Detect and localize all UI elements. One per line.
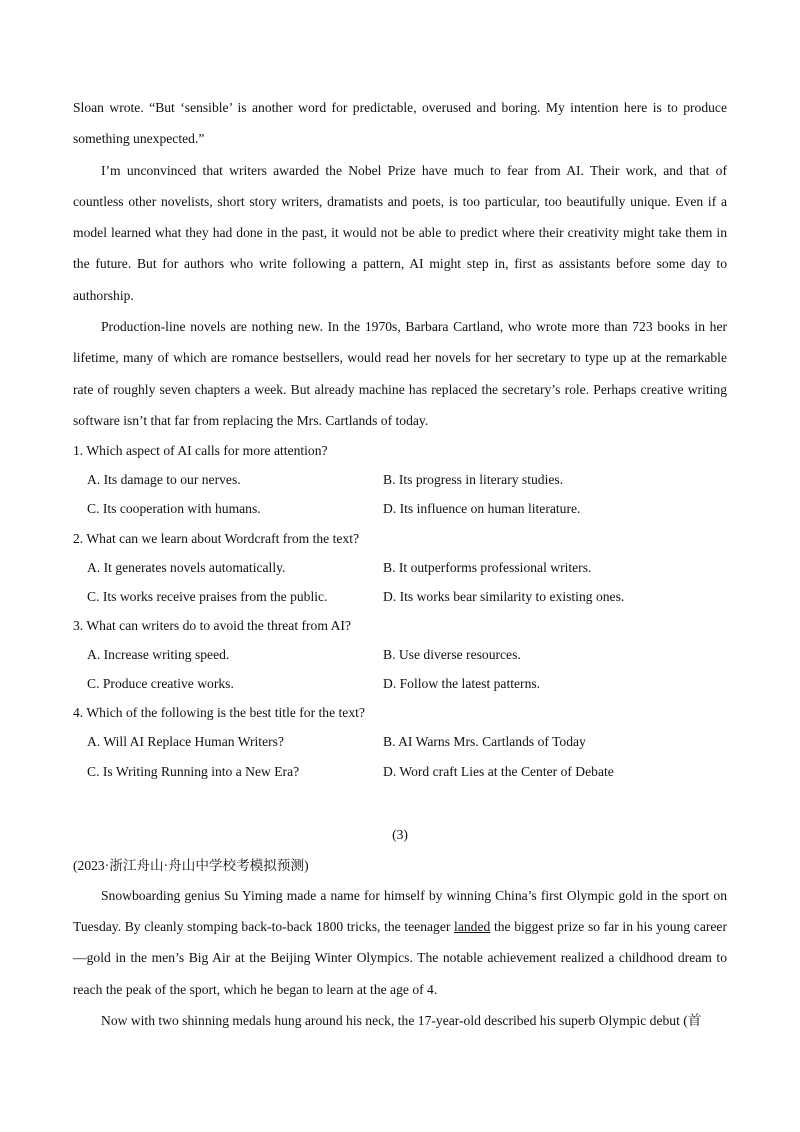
question-stem: 3. What can writers do to avoid the threat from AI? xyxy=(73,618,351,634)
question-3 xyxy=(73,611,727,698)
question-1 xyxy=(73,436,727,523)
passage3-paragraph-1 xyxy=(73,880,727,1005)
option-c: C. Its works receive praises from the public. xyxy=(87,588,328,604)
question-4 xyxy=(73,698,727,785)
option-b: B. Use diverse resources. xyxy=(383,647,521,663)
passage-paragraph-2: I’m unconvinced that writers awarded the Nobel Prize have much to fear from AI. Their work, and that of countless other novelists, short story writers, dramatists and poets, is too particular, too beautifully unique. Even if a model learned what they had done in the past, it would not be able to predict where their creativity might take them in the future. But for authors who write following a pattern, AI might step in, first as assistants before some day to authorship. xyxy=(73,162,727,303)
option-b: B. AI Warns Mrs. Cartlands of Today xyxy=(383,734,586,750)
option-d: D. Follow the latest patterns. xyxy=(383,676,541,692)
option-d: D. Word craft Lies at the Center of Debate xyxy=(383,763,614,779)
passage3-paragraph-2: Now with two shinning medals hung around his neck, the 17-year-old described his superb Olympic debut (首 xyxy=(101,1012,702,1028)
option-a: A. Its damage to our nerves. xyxy=(87,472,241,488)
question-stem: 4. Which of the following is the best title for the text? xyxy=(73,705,365,721)
text-run: the biggest prize so far in his young career—gold in the men’s Big Air at the Beijing Winter Olympics. The notable achievement realized a childhood dream to reach the peak of the sport, which he began to learn at the age of 4. xyxy=(73,919,727,997)
option-d: D. Its works bear similarity to existing ones. xyxy=(383,588,625,604)
option-c: C. Is Writing Running into a New Era? xyxy=(87,763,300,779)
option-a: A. Increase writing speed. xyxy=(87,647,230,663)
underlined-word: landed xyxy=(454,919,491,935)
passage-paragraph-1: Sloan wrote. “But ‘sensible’ is another word for predictable, overused and boring. My intention here is to produce something unexpected.” xyxy=(73,100,727,147)
source-citation: (2023·浙江舟山·舟山中学校考模拟预测) xyxy=(73,857,309,873)
document-page xyxy=(73,92,727,1036)
text-run: Snowboarding genius Su Yiming made a name for himself by winning China’s first Olympic gold in the sport on Tuesday. By cleanly stomping back-to-back 1800 tricks, the teenager xyxy=(73,887,727,935)
question-stem: 1. Which aspect of AI calls for more attention? xyxy=(73,443,328,459)
option-c: C. Produce creative works. xyxy=(87,676,234,692)
question-2 xyxy=(73,524,727,611)
question-stem: 2. What can we learn about Wordcraft from the text? xyxy=(73,530,360,546)
option-a: A. It generates novels automatically. xyxy=(87,559,286,575)
option-d: D. Its influence on human literature. xyxy=(383,501,581,517)
option-b: B. Its progress in literary studies. xyxy=(383,472,564,488)
option-b: B. It outperforms professional writers. xyxy=(383,559,592,575)
section-number: (3) xyxy=(392,826,408,842)
passage-paragraph-3: Production-line novels are nothing new. In the 1970s, Barbara Cartland, who wrote more than 723 books in her lifetime, many of which are romance bestsellers, would read her novels for her secretary to type up at the remarkable rate of roughly seven chapters a week. But already machine has replaced the secretary’s role. Perhaps creative writing software isn’t that far from replacing the Mrs. Cartlands of today. xyxy=(73,319,727,428)
option-a: A. Will AI Replace Human Writers? xyxy=(87,734,284,750)
option-c: C. Its cooperation with humans. xyxy=(87,501,261,517)
